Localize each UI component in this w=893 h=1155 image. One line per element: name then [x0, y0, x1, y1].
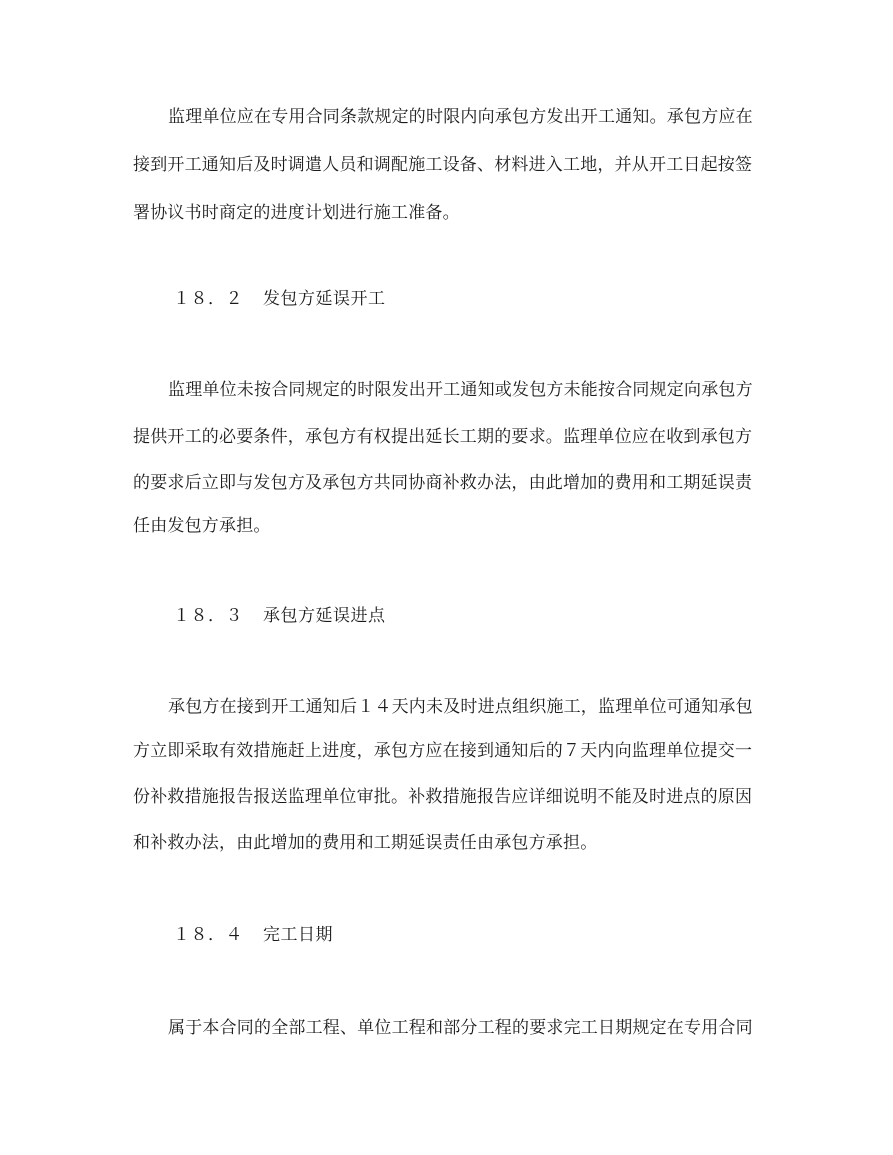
section-number: １８．３	[173, 606, 243, 626]
section-heading-18-3	[173, 606, 813, 626]
paragraph-line: 署协议书时商定的进度计划进行施工准备。	[133, 203, 460, 223]
paragraph-line: 承包方在接到开工通知后１４天内未及时进点组织施工，监理单位可通知承包	[168, 697, 753, 717]
section-number: １８．２	[173, 289, 243, 309]
paragraph-line: 接到开工通知后及时调遣人员和调配施工设备、材料进入工地，并从开工日起按签	[133, 155, 753, 175]
section-number: １８．４	[173, 925, 243, 945]
section-heading-18-2	[173, 289, 813, 309]
paragraph-line: 任由发包方承担。	[133, 516, 271, 536]
paragraph-line: 和补救办法，由此增加的费用和工期延误责任由承包方承担。	[133, 833, 598, 853]
paragraph-line: 的要求后立即与发包方及承包方共同协商补救办法，由此增加的费用和工期延误责	[133, 473, 753, 493]
paragraph-line: 监理单位应在专用合同条款规定的时限内向承包方发出开工通知。承包方应在	[168, 107, 753, 127]
paragraph-line: 监理单位未按合同规定的时限发出开工通知或发包方未能按合同规定向承包方	[168, 380, 753, 400]
paragraph-line: 份补救措施报告报送监理单位审批。补救措施报告应详细说明不能及时进点的原因	[133, 787, 753, 807]
paragraph-line: 属于本合同的全部工程、单位工程和部分工程的要求完工日期规定在专用合同	[168, 1018, 753, 1038]
section-heading-18-4	[173, 925, 813, 945]
section-title: 发包方延误开工	[263, 289, 386, 309]
paragraph-line: 提供开工的必要条件，承包方有权提出延长工期的要求。监理单位应在收到承包方	[133, 427, 753, 447]
section-title: 承包方延误进点	[263, 606, 386, 626]
paragraph-line: 方立即采取有效措施赶上进度，承包方应在接到通知后的７天内向监理单位提交一	[133, 741, 753, 761]
section-title: 完工日期	[263, 925, 333, 945]
